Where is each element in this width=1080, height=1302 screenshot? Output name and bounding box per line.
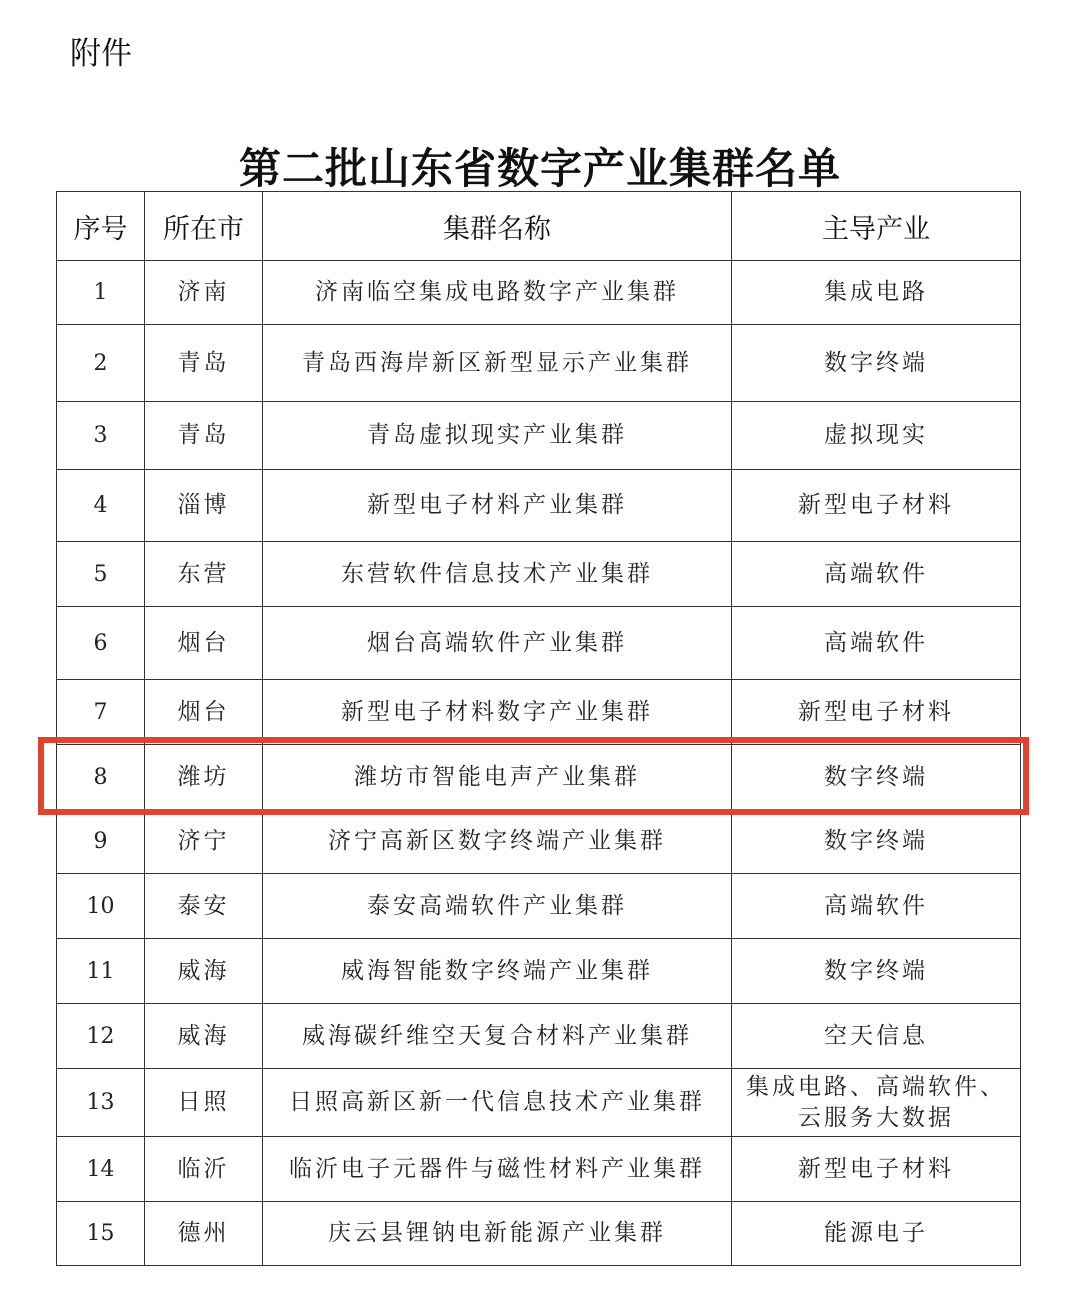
table-row xyxy=(57,542,1021,607)
table-row xyxy=(57,1004,1021,1069)
row-cluster-name: 青岛虚拟现实产业集群 xyxy=(263,402,732,470)
row-city: 东营 xyxy=(145,542,263,607)
row-number: 5 xyxy=(57,542,145,607)
table-row xyxy=(57,261,1021,325)
row-leading-industry: 数字终端 xyxy=(732,810,1021,874)
row-city: 青岛 xyxy=(145,402,263,470)
column-header-leading-industry: 主导产业 xyxy=(732,192,1021,261)
column-header-no: 序号 xyxy=(57,192,145,261)
cluster-list-table xyxy=(56,191,1021,1266)
row-number: 8 xyxy=(57,745,145,810)
row-city: 泰安 xyxy=(145,874,263,939)
row-leading-industry: 新型电子材料 xyxy=(732,1137,1021,1202)
table-row xyxy=(57,810,1021,874)
row-number: 9 xyxy=(57,810,145,874)
table-row xyxy=(57,1137,1021,1202)
row-leading-industry: 数字终端 xyxy=(732,325,1021,402)
row-cluster-name: 新型电子材料数字产业集群 xyxy=(263,680,732,745)
table-row xyxy=(57,607,1021,680)
row-number: 12 xyxy=(57,1004,145,1069)
table-row-highlighted xyxy=(57,745,1021,810)
row-number: 2 xyxy=(57,325,145,402)
row-number: 1 xyxy=(57,261,145,325)
row-number: 11 xyxy=(57,939,145,1004)
row-cluster-name: 青岛西海岸新区新型显示产业集群 xyxy=(263,325,732,402)
row-city: 威海 xyxy=(145,1004,263,1069)
table-row xyxy=(57,470,1021,542)
row-number: 7 xyxy=(57,680,145,745)
row-leading-industry: 数字终端 xyxy=(732,745,1021,810)
row-number: 10 xyxy=(57,874,145,939)
table-row xyxy=(57,1202,1021,1266)
column-header-city: 所在市 xyxy=(145,192,263,261)
row-city: 烟台 xyxy=(145,680,263,745)
row-cluster-name: 济宁高新区数字终端产业集群 xyxy=(263,810,732,874)
row-number: 6 xyxy=(57,607,145,680)
row-leading-industry: 数字终端 xyxy=(732,939,1021,1004)
table-row xyxy=(57,325,1021,402)
row-cluster-name: 威海智能数字终端产业集群 xyxy=(263,939,732,1004)
row-number: 3 xyxy=(57,402,145,470)
row-number: 15 xyxy=(57,1202,145,1266)
document-title: 第二批山东省数字产业集群名单 xyxy=(238,144,841,193)
row-city: 青岛 xyxy=(145,325,263,402)
table-row xyxy=(57,874,1021,939)
row-leading-industry: 高端软件 xyxy=(732,542,1021,607)
row-cluster-name: 济南临空集成电路数字产业集群 xyxy=(263,261,732,325)
row-cluster-name: 东营软件信息技术产业集群 xyxy=(263,542,732,607)
table-row xyxy=(57,1069,1021,1137)
row-leading-industry: 高端软件 xyxy=(732,607,1021,680)
row-number: 4 xyxy=(57,470,145,542)
row-cluster-name: 庆云县锂钠电新能源产业集群 xyxy=(263,1202,732,1266)
row-city: 威海 xyxy=(145,939,263,1004)
row-city: 潍坊 xyxy=(145,745,263,810)
row-cluster-name: 日照高新区新一代信息技术产业集群 xyxy=(263,1069,732,1137)
row-leading-industry: 集成电路、高端软件、云服务大数据 xyxy=(732,1069,1021,1137)
row-cluster-name: 泰安高端软件产业集群 xyxy=(263,874,732,939)
table-row xyxy=(57,402,1021,470)
row-city: 淄博 xyxy=(145,470,263,542)
row-leading-industry: 新型电子材料 xyxy=(732,470,1021,542)
row-city: 德州 xyxy=(145,1202,263,1266)
row-cluster-name: 潍坊市智能电声产业集群 xyxy=(263,745,732,810)
row-city: 日照 xyxy=(145,1069,263,1137)
table-row xyxy=(57,680,1021,745)
row-leading-industry: 空天信息 xyxy=(732,1004,1021,1069)
row-cluster-name: 新型电子材料产业集群 xyxy=(263,470,732,542)
row-cluster-name: 威海碳纤维空天复合材料产业集群 xyxy=(263,1004,732,1069)
row-city: 临沂 xyxy=(145,1137,263,1202)
row-number: 13 xyxy=(57,1069,145,1137)
row-number: 14 xyxy=(57,1137,145,1202)
row-city: 烟台 xyxy=(145,607,263,680)
row-leading-industry: 集成电路 xyxy=(732,261,1021,325)
table-header-row xyxy=(57,192,1021,261)
column-header-cluster-name: 集群名称 xyxy=(263,192,732,261)
row-leading-industry: 新型电子材料 xyxy=(732,680,1021,745)
table-row xyxy=(57,939,1021,1004)
row-cluster-name: 临沂电子元器件与磁性材料产业集群 xyxy=(263,1137,732,1202)
row-leading-industry: 能源电子 xyxy=(732,1202,1021,1266)
row-city: 济南 xyxy=(145,261,263,325)
row-leading-industry: 虚拟现实 xyxy=(732,402,1021,470)
row-city: 济宁 xyxy=(145,810,263,874)
attachment-label: 附件 xyxy=(70,36,132,72)
row-cluster-name: 烟台高端软件产业集群 xyxy=(263,607,732,680)
row-leading-industry: 高端软件 xyxy=(732,874,1021,939)
